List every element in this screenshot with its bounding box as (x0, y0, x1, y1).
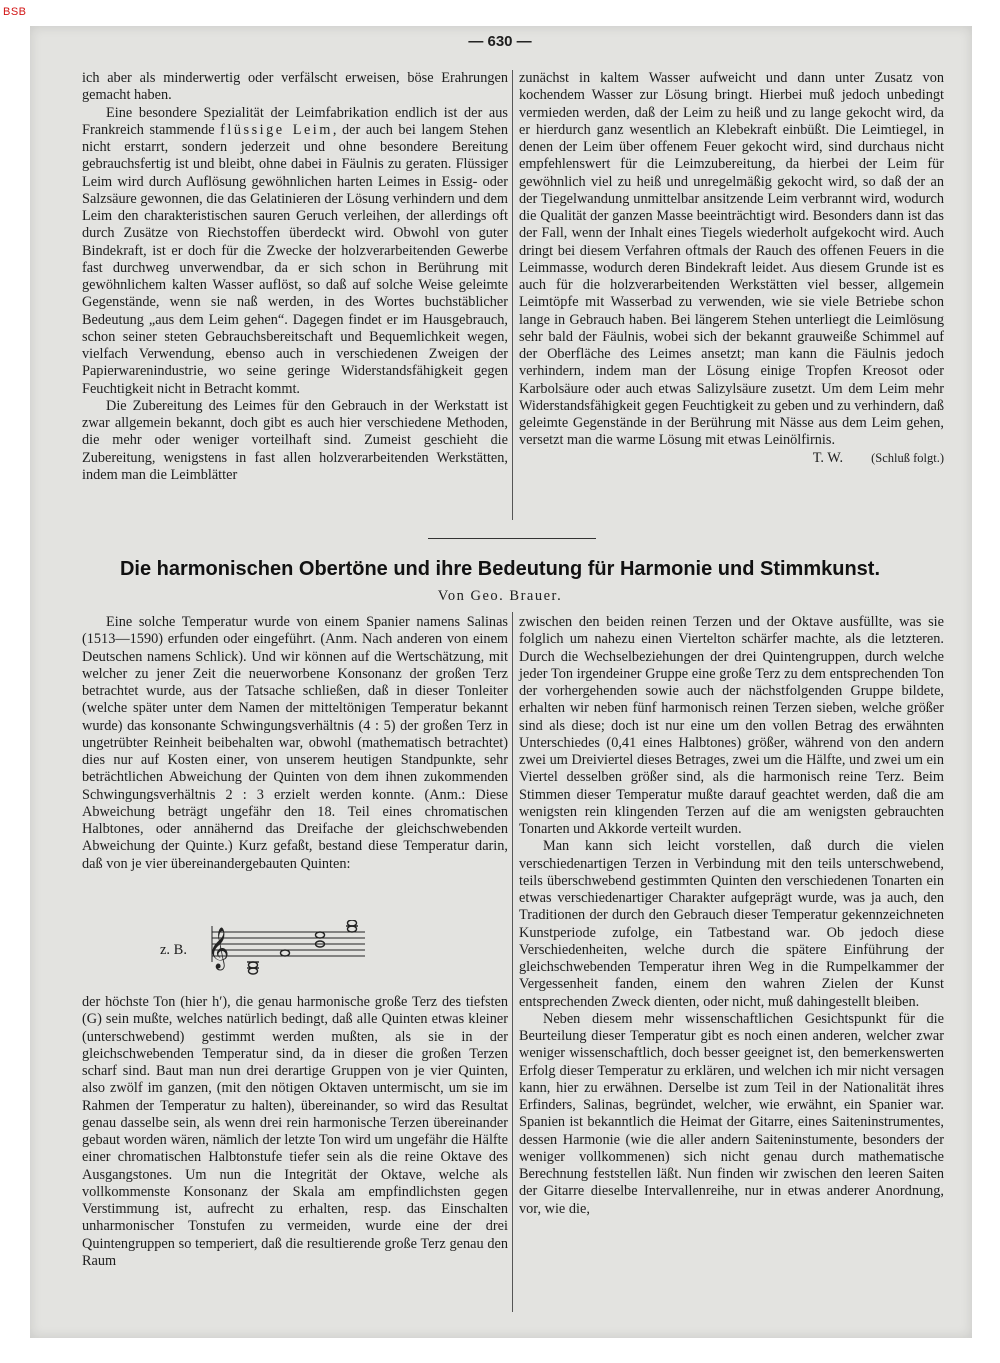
author-initials: T. W. (812, 449, 844, 466)
column-rule (512, 70, 513, 520)
prev-article-right-column (519, 70, 944, 467)
paragraph: Neben diesem mehr wissenschaftlichen Gesichtspunkt für die Beurteilung dieser Temperatur gibt es noch einen anderen, welcher zwar weniger wissenschaftlich, doch besser geeignet ist, den bemerkenswerten Erfolg dieser Temperatur zu erklären, und welchen ich mir nicht versagen kann, hier zu erwähnen. Derselbe ist zum Teil in der Nationalität ihres Erfinders, Salinas, begründet, welcher, wie erwähnt, ein Spanier war. Spanien ist bekanntlich die Heimat der Gitarre, eines Saiteninstrumentes, dessen Harmonie (wie die aller andern Saiteninstumente, besonders der weniger vollkommenen) sich nicht genau durch mathematische Berechnung feststellen läßt. Nun finden wir zwischen den leeren Saiten der Gitarre dieselbe Intervallenreihe, nur in etwas anderer Anordnung, vor, wie die, (519, 1010, 944, 1217)
example-label: z. B. (160, 942, 187, 958)
byline-text: Von Geo. Brauer. (437, 588, 563, 604)
emphasis: flüssige Leim (220, 121, 333, 138)
paragraph: Eine solche Temperatur wurde von einem Spanier namens Salinas (1513—1590) erfunden oder eingeführt. (Anm. Nach anderen von einem Deutschen namens Schlick). Und wir können auf die Wertschätzung, mit welcher zu jener Zeit die neuerworbene Konsonanz der großen Terz betrachtet wurde, aus der Tatsache schließen, daß in dieser Tonleiter (welche später unter dem Namen der mitteltönigen Temperatur bekannt wurde) das konsonante Schwingungsverhältnis (4 : 5) der großen Terz in ungetrübter Reinheit beibehalten war, obwohl (mathematisch betrachtet) dies nur auf Kosten einer, von unserem heutigen Standpunkte, sehr beträchtlichen Abweichung der Quinten von dem ihnen zukommenden Schwingungsverhältnis 2 : 3 erzielt werden konnte. (Anm.: Diese Abweichung beträgt ungefähr den 18. Teil eines chromatischen Halbtones, oder annähernd das Dreifache der gleichschwebenden Abweichung der Quinte.) Kurz gefaßt, bestand diese Temperatur darin, daß von je vier übereinandergebauten Quinten: (82, 614, 508, 872)
section-separator (428, 538, 596, 539)
music-example (160, 920, 370, 980)
article-right-column (519, 614, 944, 1218)
article-byline (0, 588, 1000, 605)
article-title: Die harmonischen Obertöne und ihre Bedeutung für Harmonie und Stimmkunst. (119, 558, 881, 580)
column-rule (512, 612, 513, 1312)
continuation-note: (Schluß folgt.) (871, 450, 944, 465)
paragraph: Man kann sich leicht vorstellen, daß durch die vielen verschiedenartigen Terzen in Verbindung mit den teils unterschwebend, teils überschwebend gestimmten Quinten den verschiedenen Tonarten ein etwas verschiedenartiger Charakter aufgeprägt wurde, was ja auch, den Traditionen der durch den Gebrauch dieser Temperatur gekennzeichneten Kunstperiode zufolge, ein Tatbestand war. Ob jedoch diese Verschiedenheiten, welche durch die spätere Einführung der gleichschwebenden Temperatur ihren Weg in die Rumpelkammer der Vergessenheit fanden, einem den wahren Zielen der Kunst entsprechenden Zweck dienten, oder nicht, muß dahingestellt bleiben. (519, 838, 944, 1010)
signature-line (519, 450, 944, 467)
treble-clef-icon: 𝄞 (208, 928, 230, 969)
paragraph: ich aber als minderwertig oder verfälscht erweisen, böse Erahrungen gemacht haben. (82, 70, 508, 104)
paragraph: zunächst in kaltem Wasser aufweicht und dann unter Zusatz von kochendem Wasser zur Lösung bringt. Hierbei muß jedoch unbedingt vermieden werden, daß der Leim zu heiß und zu lange gekocht wird, da er hierdurch ganz wesentlich an Klebekraft einbüßt. Die Leimtiegel, in denen der Leim über offenem Feuer gekocht wird, sind durchaus nicht empfehlenswert für die Leimzubereitung, da hierbei der Leim für gewöhnlich viel zu heiß und unregelmäßig gekocht wird, so daß der an der Tiegelwandung unmittelbar ansitzende Leim verbrannt wird, wodurch die Qualität der ganzen Masse beeinträchtigt wird. Besonders dann ist das der Fall, wenn der Inhalt eines Tiegels wiederholt aufgekocht wird. Auch dringt bei diesem Verfahren oftmals der Rauch des offenen Feuers in die Leimmasse, wodurch deren Bindekraft leidet. Aus diesem Grunde ist es auch für die holzverarbeitenden Werkstätten viel besser, allgemein Leimtöpfe mit Wasserbad zu verwenden, wie sie viele Betriebe schon lange in Gebrauch haben. Bei längerem Stehen unterliegt die Leimlösung sehr bald der Fäulnis, wobei sich der bekannt grauweiße Schimmel auf der Oberfläche des Leimes ansetzt; man kann die Fäulnis jedoch verhindern, indem man der Lösung einige Tropfen Kreosot oder Karbolsäure oder auch etwas Salizylsäure zusetzt. Um dem Leim mehr Widerstandsfähigkeit gegen Feuchtigkeit zu geben und zu verhindern, daß geleimte Gegenstände in der Berührung mit Nässe aus dem Leim gehen, versetzt man die warme Lösung mit etwas Leinölfirnis. (519, 70, 944, 449)
prev-article-left-column (82, 70, 508, 484)
page-number: — 630 — (468, 33, 532, 50)
article-left-column-continued (82, 994, 508, 1270)
paragraph: Eine besondere Spezialität der Leimfabrikation endlich ist der aus Frankreich stammende flüssige Leim, der auch bei langem Stehen nicht erstarrt, sondern jederzeit und ohne besondere Bereitung gebrauchsfertig ist und bleibt, ohne dabei in Fäulnis zu geraten. Flüssiger Leim wird durch Auflösung gewöhnlichen harten Leimes in Essig- oder Salzsäure gewonnen, die das Gelatinieren der Lösung verhindern und dem Leim den charakteristischen sauren Geruch verleihen, der allerdings oft durch Zusätze von Riechstoffen überdeckt wird. Obwohl von guter Bindekraft, ist er doch für die Zwecke der holzverarbeitenden Gewerbe fast durchweg unverwendbar, da er sich schon in Berührung mit gewöhnlichem kalten Wasser auflöst, so daß auf solche Weise geleimte Gegenstände, wenn sie naß werden, in des Wortes buchstäblicher Bedeutung „aus dem Leim gehen“. Dagegen findet er im Hausgebrauch, schon seiner steten Gebrauchsbereitschaft und Bequemlichkeit wegen, vielfach Verwendung, ebenso auch in verschiedenen Zweigen der Papierwarenindustrie, wo seine geringe Widerstandsfähigkeit gegen Feuchtigkeit nicht in Betracht kommt. (82, 104, 508, 397)
paragraph: Die Zubereitung des Leimes für den Gebrauch in der Werkstatt ist zwar allgemein bekannt, doch gibt es auch hier verschiedene Methoden, die mehr oder weniger vorteilhaft sind. Zumeist geschieht die Zubereitung, wenigstens in fast allen holzverarbeitenden Werkstätten, indem man die Leimblätter (82, 397, 508, 483)
paragraph: der höchste Ton (hier h′), die genau harmonische große Terz des tiefsten (G) sein mußte, welches natürlich bedingt, daß alle Quinten etwas kleiner (unterschwebend) gestimmt werden mußten, als sie in der gleichschwebenden Temperatur sind, da in dieser die großen Terzen scharf sind. Baut man nun drei derartige Gruppen von je vier Quinten, also zwölf im ganzen, (mit den nötigen Oktaven untermischt, um sie im Rahmen der Temperatur zu halten), übereinander, so wird das Resultat genau dasselbe sein, als wenn drei rein harmonische Terzen übereinander gebaut worden wären, nämlich der letzte Ton wird um ungefähr die Hälfte einer chromatischen Halbtonstufe tiefer sein als die reine Oktave des Ausgangstones. Um nun die Integrität der Oktave, welche als vollkommenste Konsonanz der Skala am empfindlichsten gegen Verstimmung ist, aufrecht zu erhalten, resp. das Einschalten unharmonischer Tonstufen zu vermeiden, wurde eine der drei Quintengruppen so temperiert, daß die resultierende große Terz genau den Raum (82, 994, 508, 1269)
library-corner-mark: BSB (3, 6, 27, 18)
staff-notation (160, 920, 370, 980)
article-left-column (82, 614, 508, 873)
paragraph: zwischen den beiden reinen Terzen und der Oktave ausfüllte, was sie folglich um nahezu einen Viertelton schärfer machte, als die letzteren. Durch die Wechselbeziehungen der drei Quintengruppen, durch welche jeder Ton irgendeiner Gruppe eine große Terz zu dem entsprechenden Ton der vorhergehenden sowie auch der nächstfolgenden Gruppe bildete, erhalten wir neben fünf harmonisch reinen Terzen sieben, welche größer sind als diese; doch ist nur eine um den vollen Betrag des erwähnten Unterschiedes (0,41 eines Halbtones) größer, während von den andern zwei um Dreiviertel dieses Betrages, zwei um die Hälfte, und zwei um ein Viertel desselben größer sind, als die harmonisch reine Terz. Beim Stimmen dieser Temperatur mußte darauf geachtet werden, daß die am wenigsten rein klingenden Terzen auf die am wenigsten gebrauchten Tonarten und Akkorde verteilt wurden. (519, 614, 944, 837)
